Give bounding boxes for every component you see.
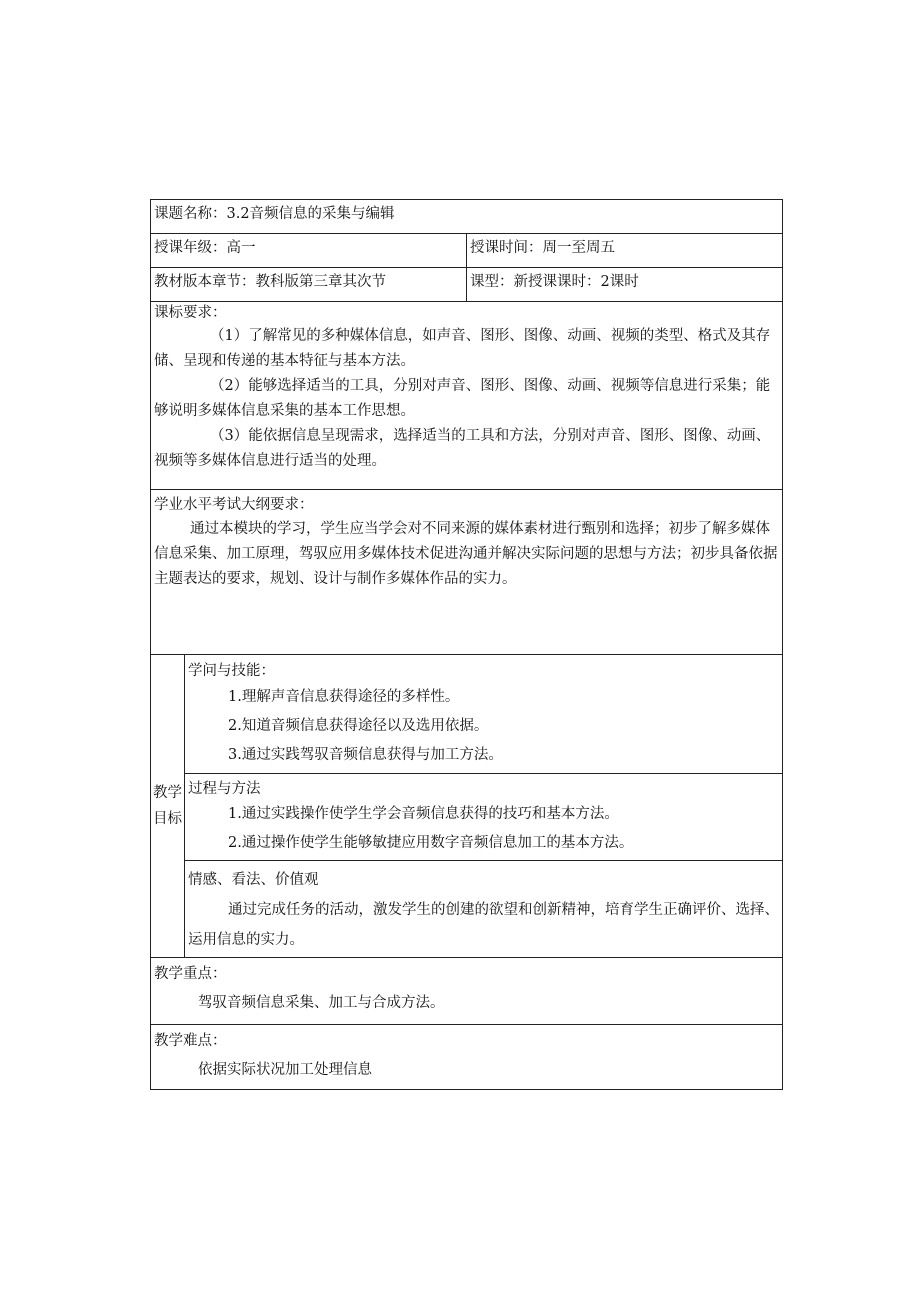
curriculum-title: 课标要求： <box>154 305 227 321</box>
objectives-label-line1: 教学 <box>153 785 182 801</box>
grade-time-row <box>151 234 783 268</box>
exam-outline-title: 学业水平考试大纲要求： <box>154 497 314 513</box>
difficulties-text: 依据实际状况加工处理信息 <box>198 1062 372 1078</box>
objectives-content <box>185 655 783 958</box>
textbook-label: 教材版本章节： <box>154 274 256 290</box>
exam-outline-text: 通过本模块的学习，学生应当学会对不同来源的媒体素材进行甄别和选择；初步了解多媒体信息采集、加工原理，驾驭应用多媒体技术促进沟通并解决实际问题的思想与方法；初步具备依据主题表达的要求，规划、设计与制作多媒体作品的实力。 <box>154 521 778 587</box>
textbook-type-row <box>151 268 783 302</box>
topic-label: 课题名称： <box>154 206 227 222</box>
grade-cell <box>151 234 467 268</box>
knowledge-item: 2.知道音频信息获得途径以及选用依据。 <box>228 718 489 734</box>
curriculum-item: （1）了解常见的多种媒体信息，如声音、图形、图像、动画、视频的类型、格式及其存储、呈现和传递的基本特征与基本方法。 <box>154 328 771 369</box>
knowledge-item: 1.理解声音信息获得途径的多样性。 <box>228 689 460 705</box>
process-row <box>185 774 782 861</box>
objectives-row <box>151 655 783 958</box>
textbook-value: 教科版第三章其次节 <box>255 274 386 290</box>
type-cell <box>467 268 783 302</box>
topic-value: 3.2音频信息的采集与编辑 <box>226 206 395 222</box>
grade-value: 高一 <box>226 240 256 256</box>
emotion-row <box>185 861 782 958</box>
exam-outline-row <box>151 490 783 655</box>
topic-cell <box>151 200 783 234</box>
curriculum-item: （2）能够选择适当的工具，分别对声音、图形、图像、动画、视频等信息进行采集；能够说明多媒体信息采集的基本工作思想。 <box>154 378 771 419</box>
difficulties-row <box>151 1025 783 1090</box>
objectives-label-line2: 目标 <box>153 811 182 827</box>
key-points-text: 驾驭音频信息采集、加工与合成方法。 <box>198 995 445 1011</box>
type-value: 新授课课时：2课时 <box>513 274 639 290</box>
process-cell <box>185 774 782 861</box>
key-points-row <box>151 958 783 1025</box>
objectives-side-label <box>151 655 185 958</box>
type-label: 课型： <box>470 274 514 290</box>
key-points-cell <box>151 958 783 1025</box>
knowledge-row <box>185 655 782 774</box>
curriculum-cell <box>151 302 783 490</box>
lesson-plan-table <box>150 199 783 1090</box>
textbook-cell <box>151 268 467 302</box>
curriculum-row <box>151 302 783 490</box>
objectives-inner-table <box>185 655 782 957</box>
knowledge-cell <box>185 655 782 774</box>
process-item: 2.通过操作使学生能够敏捷应用数字音频信息加工的基本方法。 <box>228 835 634 851</box>
difficulties-title: 教学难点： <box>154 1033 227 1049</box>
exam-outline-cell <box>151 490 783 655</box>
process-item: 1.通过实践操作使学生学会音频信息获得的技巧和基本方法。 <box>228 806 619 822</box>
knowledge-item: 3.通过实践驾驭音频信息获得与加工方法。 <box>228 747 503 763</box>
process-title: 过程与方法 <box>188 781 261 797</box>
grade-label: 授课年级： <box>154 240 227 256</box>
curriculum-item: （3）能依据信息呈现需求，选择适当的工具和方法，分别对声音、图形、图像、动画、视频等多媒体信息进行适当的处理。 <box>154 428 771 469</box>
emotion-cell <box>185 861 782 958</box>
difficulties-cell <box>151 1025 783 1090</box>
time-cell <box>467 234 783 268</box>
time-label: 授课时间： <box>470 240 543 256</box>
emotion-text: 通过完成任务的活动，激发学生的创建的欲望和创新精神，培育学生正确评价、选择、运用信息的实力。 <box>188 902 779 948</box>
time-value: 周一至周五 <box>542 240 615 256</box>
topic-row <box>151 200 783 234</box>
knowledge-title: 学问与技能： <box>188 663 275 679</box>
emotion-title: 情感、看法、价值观 <box>188 872 319 888</box>
key-points-title: 教学重点： <box>154 966 227 982</box>
